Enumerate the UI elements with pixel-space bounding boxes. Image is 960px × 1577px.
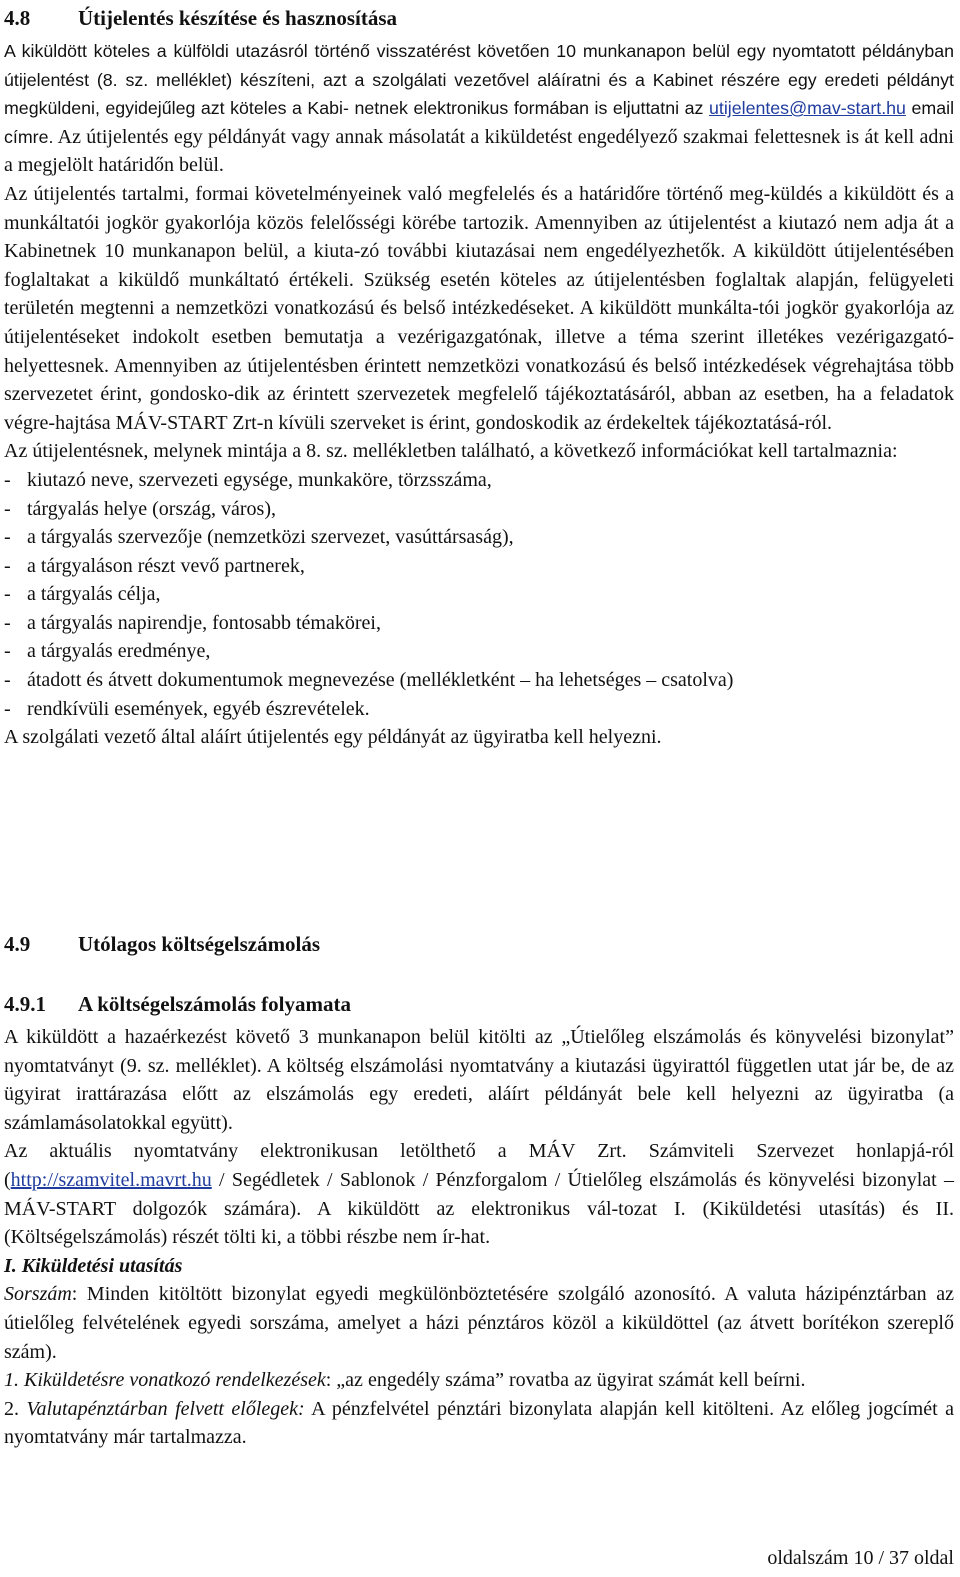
paragraph: 1. Kiküldetésre vonatkozó rendelkezések: „az engedély száma” rovatba az ügyirat számát kell beírni. [4, 1369, 806, 1392]
paragraph: A kiküldött köteles a külföldi utazásról történő visszatérést követően 10 munkanapon belül egy nyomtatott példányban útijelentést (8. sz. melléklet) készíteni, azt a szolgálati vezetővel aláíratni és a Kabinet részére egy eredeti példányt megküldeni, egyidejűleg azt köteles a Kabi- netnek elektronikus formában is eljuttatni az utijelentes@mav-start.hu email címre. Az útijelentés egy példányát vagy annak másolatát a kiküldetést engedélyező szakmai felettesnek is át kell adni a megjelölt határidőn belül. [4, 41, 955, 177]
list-item: - tárgyalás helye (ország, város), [4, 497, 276, 520]
email-link[interactable]: utijelentes@mav-start.hu [709, 98, 906, 119]
page-number-footer: oldalszám 10 / 37 oldal [767, 1547, 954, 1569]
section-number: 4.8 [4, 6, 31, 30]
paragraph: Az aktuális nyomtatvány elektronikusan letölthető a MÁV Zrt. Számviteli Szervezet honlapjá-ról (http://szamvitel.mavrt.hu / Segédletek / Sablonok / Pénzforgalom / Útielőleg elszámolás és könyvelési bizonylat – MÁV-START dolgozók számára). A kiküldött az elektronikus vál-tozat I. (Kiküldetési utasítás) és II. (Költségelszámolás) részét tölti ki, a többi részbe nem ír-hat. [4, 1140, 954, 1249]
paragraph: Az útijelentés tartalmi, formai követelményeinek való megfelelés és a határidőre történő meg-küldés a kiküldött és a munkáltatói jogkör gyakorlója közös felelősségi körébe tartozik. Amennyiben az útijelentést a kiutazó nem adja át a Kabinetnek 10 munkanapon belül, a kiuta-zó további kiutazásai nem engedélyezhetők. A kiküldött útijelentésében foglaltakat a kiküldő munkáltató értékeli. Szükség esetén köteles az útijelentésben foglaltak alapján, felügyeleti területén megtenni a nemzetközi vonatkozású és belső intézkedéseket. A kiküldött munkálta-tói jogkör gyakorlója az útijelentéseket indokolt esetben bemutatja a vezérigazgatónak, illetve a téma szerint illetékes vezérigazgató-helyettesnek. Amennyiben az útijelentésben érintett nemzetközi vonatkozású és belső intézkedések végrehajtása több szervezetet érint, gondosko-dik az érintett szervezetek megfelelő tájékoztatásáról, abban az esetben, ha a feladatok végre-hajtása MÁV-START Zrt-n kívüli szerveket is érint, gondoskodik az érdekeltek tájékoztatásá-ról. [4, 182, 954, 434]
section-number: 4.9.1 [4, 992, 46, 1016]
url-link[interactable]: http://szamvitel.mavrt.hu [10, 1168, 212, 1191]
list-item: - rendkívüli események, egyéb észrevételek. [4, 697, 370, 720]
section-4-8-body [4, 37, 954, 752]
list-item: - kiutazó neve, szervezeti egysége, munkaköre, törzsszáma, [4, 468, 492, 491]
paragraph: A kiküldött a hazaérkezést követő 3 munkanapon belül kitölti az „Útielőleg elszámolás és könyvelési bizonylat” nyomtatványt (9. sz. melléklet). A költség elszámolási nyomtatvány a kiutazási ügyirattól független utat jár be, de az ügyirat irattárazása előtt az elszámolás egy eredeti, aláírt példányát bele kell helyezni az ügyiratba (a számlamásolatokkal együtt). [4, 1026, 954, 1134]
section-title: Útijelentés készítése és hasznosítása [78, 6, 398, 30]
section-number: 4.9 [4, 932, 31, 956]
section-heading-4-8 [4, 4, 397, 32]
paragraph: Sorszám: Minden kitöltött bizonylat egyedi megkülönböztetésére szolgáló azonosító. A valuta házipénztárban az útielőleg felvételének egyedi sorszáma, amelyet a házi pénztáros közöl a kiküldöttel (az átvett borítékon szereplő szám). [4, 1283, 954, 1363]
list-item: - a tárgyalás napirendje, fontosabb témakörei, [4, 611, 381, 634]
list-item: - a tárgyalás eredménye, [4, 640, 211, 663]
section-title: Utólagos költségelszámolás [78, 932, 321, 956]
subheading: I. Kiküldetési utasítás [4, 1254, 183, 1277]
list-item: - a tárgyalás célja, [4, 583, 161, 606]
paragraph: A szolgálati vezető által aláírt útijelentés egy példányát az ügyiratba kell helyezni. [4, 726, 662, 749]
list-item: - a tárgyaláson részt vevő partnerek, [4, 554, 305, 577]
list-item: - a tárgyalás szervezője (nemzetközi szervezet, vasúttársaság), [4, 526, 514, 549]
paragraph: 2. Valutapénztárban felvett előlegek: A pénzfelvétel pénztári bizonylata alapján kell kitölteni. Az előleg jogcímét a nyomtatvány már tartalmazza. [4, 1397, 954, 1449]
requirements-list [4, 466, 954, 723]
section-title: A költségelszámolás folyamata [78, 992, 351, 1016]
section-heading-4-9 [4, 930, 320, 958]
section-4-9-1-body [4, 1023, 954, 1452]
paragraph: Az útijelentésnek, melynek mintája a 8. sz. mellékletben található, a következő információkat kell tartalmaznia: [4, 440, 898, 463]
list-item: - átadott és átvett dokumentumok megnevezése (mellékletként – ha lehetséges – csatolva) [4, 669, 734, 692]
section-heading-4-9-1 [4, 990, 351, 1018]
